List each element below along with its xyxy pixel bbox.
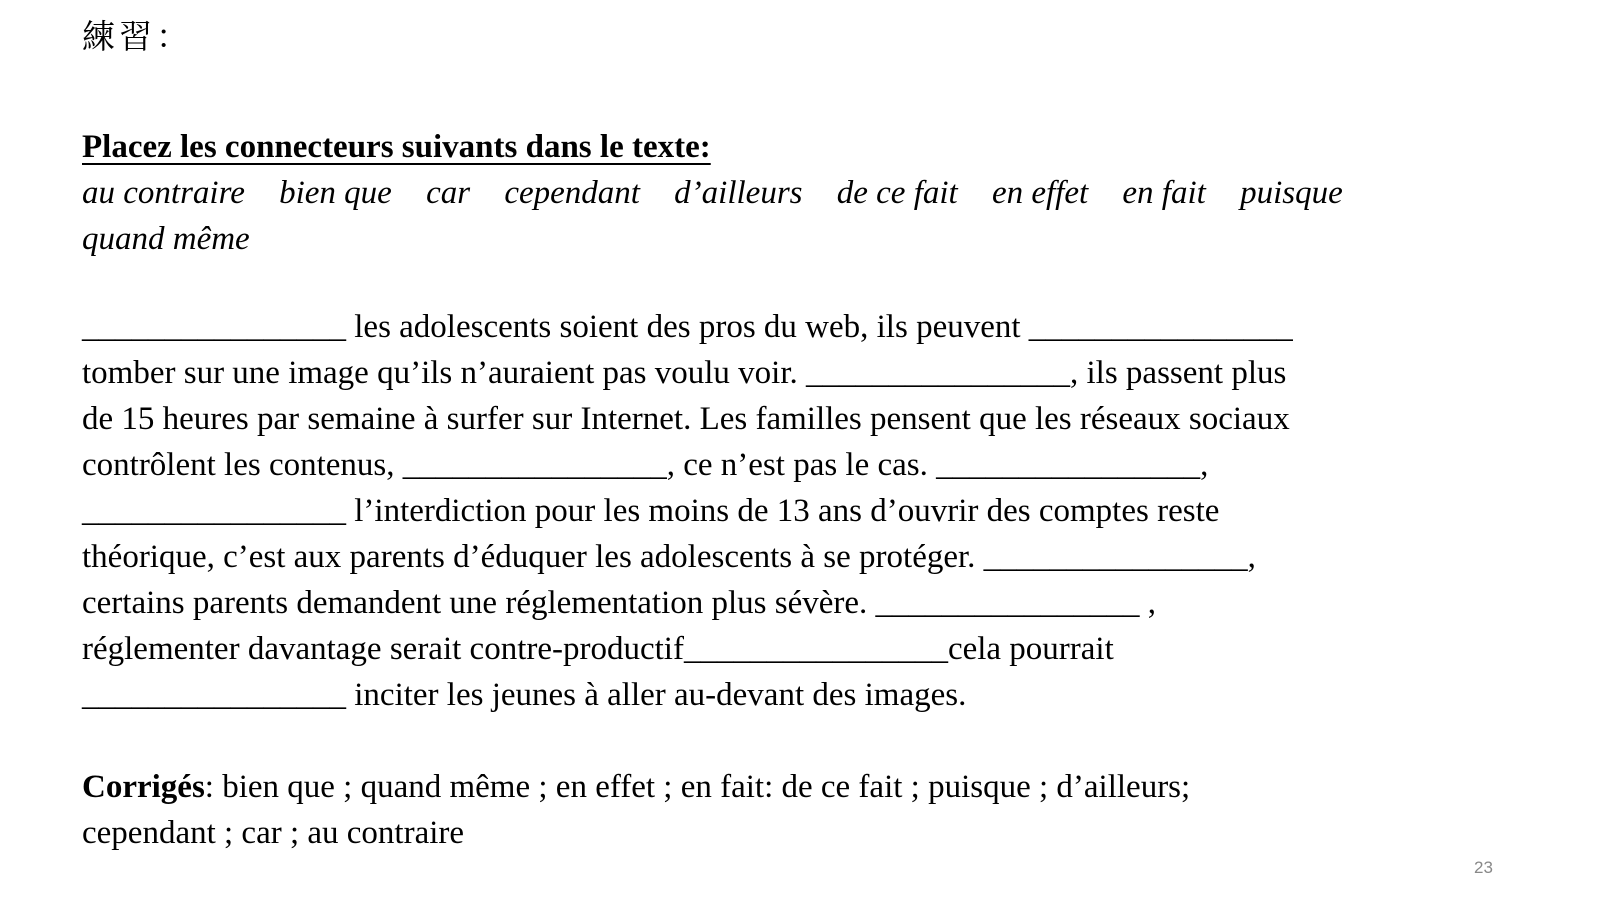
- answer-key: [82, 764, 1532, 856]
- answer-text: : bien que ; quand même ; en effet ; en fait: de ce fait ; puisque ; d’ailleurs;: [204, 769, 1191, 805]
- exercise-line: théorique, c’est aux parents d’éduquer les adolescents à se protéger. ________________,: [82, 539, 1256, 575]
- exercise-line: ________________ l’interdiction pour les moins de 13 ans d’ouvrir des comptes reste: [82, 493, 1220, 529]
- exercise-line: contrôlent les contenus, ________________, ce n’est pas le cas. ________________,: [82, 447, 1209, 483]
- exercise-line: ________________ les adolescents soient des pros du web, ils peuvent ________________: [82, 309, 1293, 345]
- connector-item: puisque: [1240, 175, 1343, 211]
- exercise-line: de 15 heures par semaine à surfer sur Internet. Les familles pensent que les réseaux sociaux: [82, 401, 1290, 437]
- connector-item: cependant: [504, 175, 640, 211]
- exercise-line: ________________ inciter les jeunes à aller au-devant des images.: [82, 677, 967, 713]
- page-number: 23: [1474, 858, 1493, 877]
- exercise-line: réglementer davantage serait contre-productif________________cela pourrait: [82, 631, 1114, 667]
- slide-content: [82, 14, 1532, 856]
- connector-item: quand même: [82, 221, 250, 257]
- instruction-title: Placez les connecteurs suivants dans le texte:: [82, 129, 711, 165]
- exercise-line: tomber sur une image qu’ils n’auraient pas voulu voir. ________________, ils passent plus: [82, 355, 1287, 391]
- exercise-heading: 練習：: [82, 17, 193, 56]
- connector-list: [82, 170, 1532, 262]
- answer-label: Corrigés: [82, 769, 205, 805]
- answer-line: cependant ; car ; au contraire: [82, 815, 465, 851]
- exercise-line: certains parents demandent une réglementation plus sévère. ________________ ,: [82, 585, 1157, 621]
- connector-item: en effet: [991, 175, 1089, 211]
- connector-item: de ce fait: [836, 175, 958, 211]
- answer-line: [82, 764, 1532, 810]
- connector-item: bien que: [279, 175, 392, 211]
- connector-item: car: [426, 175, 471, 211]
- exercise-text: [82, 304, 1532, 718]
- connector-item: au contraire: [82, 175, 245, 211]
- connector-item: en fait: [1122, 175, 1206, 211]
- connector-item: d’ailleurs: [674, 175, 803, 211]
